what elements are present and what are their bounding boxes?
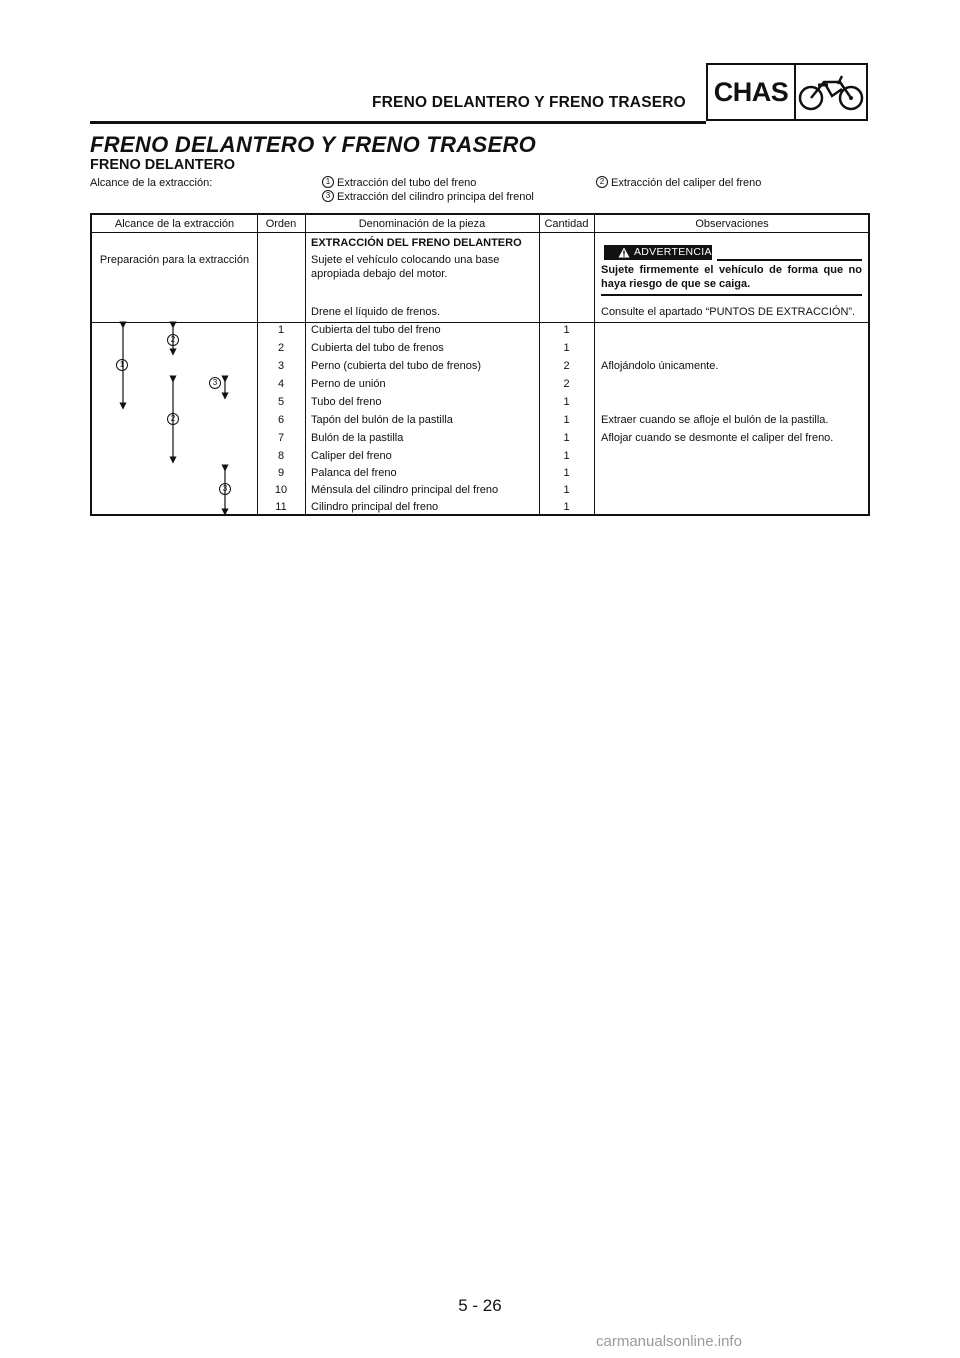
warning-line-1: Sujete firmemente el vehículo de forma que no bbox=[601, 264, 862, 276]
row-order: 2 bbox=[277, 342, 285, 354]
col-header-qty: Cantidad bbox=[544, 218, 589, 230]
range-mark: 1 bbox=[116, 359, 128, 371]
range-mark: 3 bbox=[209, 377, 221, 389]
header-rule bbox=[90, 121, 706, 124]
range-mark: 3 bbox=[219, 483, 231, 495]
prep-part-line-1: Sujete el vehículo colocando una base bbox=[311, 254, 500, 266]
running-header-title: FRENO DELANTERO Y FRENO TRASERO bbox=[372, 94, 686, 111]
chapter-badge bbox=[706, 63, 868, 121]
scope-item-2-text: Extracción del caliper del freno bbox=[611, 177, 762, 189]
prep-scope: Preparación para la extracción bbox=[99, 254, 250, 266]
row-order: 4 bbox=[277, 378, 285, 390]
row-order: 11 bbox=[275, 501, 287, 513]
page-number: 5 - 26 bbox=[458, 1296, 502, 1315]
page-title: FRENO DELANTERO Y FRENO TRASERO bbox=[90, 132, 537, 157]
row-order: 10 bbox=[274, 484, 288, 496]
row-note: Aflojándolo únicamente. bbox=[601, 360, 719, 372]
prep-part-line-2: apropiada debajo del motor. bbox=[311, 268, 448, 280]
scope-item-2 bbox=[596, 177, 761, 189]
row-qty: 1 bbox=[563, 432, 570, 444]
row-qty: 2 bbox=[563, 360, 570, 372]
row-part: Tubo del freno bbox=[311, 396, 382, 408]
row-part: Ménsula del cilindro principal del freno bbox=[311, 484, 499, 496]
row-qty: 1 bbox=[563, 396, 570, 408]
row-part: Perno (cubierta del tubo de frenos) bbox=[311, 360, 481, 372]
scope-item-3 bbox=[322, 191, 534, 203]
col-divider bbox=[594, 215, 595, 514]
row-part: Palanca del freno bbox=[311, 467, 397, 479]
col-header-part: Denominación de la pieza bbox=[358, 218, 486, 230]
row-part: Tapón del bulón de la pastilla bbox=[311, 414, 453, 426]
row-order: 8 bbox=[277, 450, 285, 462]
section-title: FRENO DELANTERO bbox=[90, 157, 235, 173]
range-mark: 2 bbox=[167, 413, 179, 425]
range-mark: 2 bbox=[167, 334, 179, 346]
row-part: Cubierta del tubo de frenos bbox=[311, 342, 444, 354]
warning-badge bbox=[604, 245, 712, 260]
row-part: Cilindro principal del freno bbox=[311, 501, 439, 513]
col-header-scope: Alcance de la extracción bbox=[114, 218, 235, 230]
chapter-badge-label: CHAS bbox=[708, 65, 796, 119]
scope-item-1 bbox=[322, 177, 476, 189]
row-order: 5 bbox=[277, 396, 285, 408]
row-qty: 1 bbox=[563, 501, 570, 513]
col-divider bbox=[305, 215, 306, 514]
row-order: 1 bbox=[277, 324, 285, 336]
row-qty: 1 bbox=[563, 450, 570, 462]
row-part: Cubierta del tubo del freno bbox=[311, 324, 441, 336]
row-order: 9 bbox=[277, 467, 285, 479]
watermark: carmanualsonline.info bbox=[596, 1333, 742, 1350]
warning-line-2: haya riesgo de que se caiga. bbox=[601, 278, 751, 290]
row-qty: 2 bbox=[563, 378, 570, 390]
row-part: Caliper del freno bbox=[311, 450, 392, 462]
scope-item-3-number: 3 bbox=[322, 190, 334, 202]
warning-bottom-rule bbox=[601, 294, 862, 296]
table-header-rule bbox=[92, 232, 868, 233]
removal-table bbox=[90, 213, 870, 516]
col-header-order: Orden bbox=[265, 218, 297, 230]
motorcycle-icon bbox=[796, 65, 866, 119]
prep-section-title: EXTRACCIÓN DEL FRENO DELANTERO bbox=[311, 237, 522, 249]
warning-top-rule bbox=[717, 259, 862, 261]
col-header-notes: Observaciones bbox=[695, 218, 769, 230]
scope-item-3-text: Extracción del cilindro principa del frenol bbox=[337, 191, 534, 203]
row-qty: 1 bbox=[563, 467, 570, 479]
row-note: Aflojar cuando se desmonte el caliper del freno. bbox=[601, 432, 834, 444]
scope-label: Alcance de la extracción: bbox=[90, 177, 213, 189]
row-qty: 1 bbox=[563, 484, 570, 496]
scope-item-2-number: 2 bbox=[596, 176, 608, 188]
row-qty: 1 bbox=[563, 324, 570, 336]
warning-label: ADVERTENCIA bbox=[634, 246, 712, 258]
warning-triangle-icon bbox=[618, 247, 630, 258]
row-part: Bulón de la pastilla bbox=[311, 432, 404, 444]
row-part: Perno de unión bbox=[311, 378, 386, 390]
prep-drain: Drene el líquido de frenos. bbox=[311, 306, 441, 318]
row-order: 3 bbox=[277, 360, 285, 372]
scope-item-1-number: 1 bbox=[322, 176, 334, 188]
scope-item-1-text: Extracción del tubo del freno bbox=[337, 177, 477, 189]
row-qty: 1 bbox=[563, 414, 570, 426]
row-order: 7 bbox=[277, 432, 285, 444]
prep-drain-note: Consulte el apartado “PUNTOS DE EXTRACCIÓN”. bbox=[601, 306, 856, 318]
row-qty: 1 bbox=[563, 342, 570, 354]
row-order: 6 bbox=[277, 414, 285, 426]
row-note: Extraer cuando se afloje el bulón de la pastilla. bbox=[601, 414, 829, 426]
